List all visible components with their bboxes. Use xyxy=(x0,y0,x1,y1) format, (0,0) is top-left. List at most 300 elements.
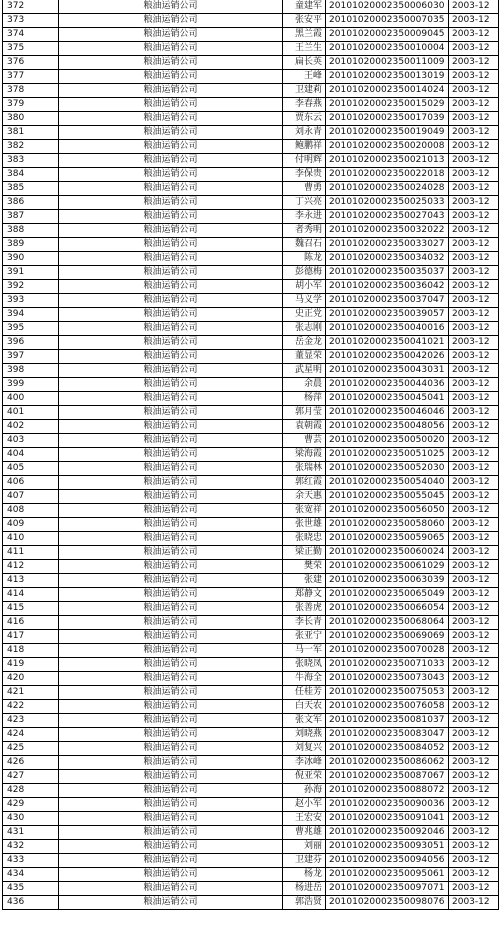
row-number-cell: 376 xyxy=(3,56,59,70)
table-row xyxy=(3,294,499,308)
date-cell: 2003-12 xyxy=(449,812,499,826)
account-number-cell: 20101020002350070028 xyxy=(326,644,449,658)
account-number-cell: 20101020002350061029 xyxy=(326,560,449,574)
person-name-cell: 胡小军 xyxy=(283,280,326,294)
account-number-cell: 20101020002350033027 xyxy=(326,238,449,252)
person-name-cell: 王兰生 xyxy=(283,42,326,56)
person-name-cell: 卫建莉 xyxy=(283,84,326,98)
table-row xyxy=(3,56,499,70)
account-number-cell: 20101020002350046046 xyxy=(326,406,449,420)
person-name-cell: 童建军 xyxy=(283,0,326,14)
account-number-cell: 20101020002350068064 xyxy=(326,616,449,630)
unit-cell: 粮油运销公司 xyxy=(59,84,283,98)
row-number-cell: 389 xyxy=(3,238,59,252)
date-cell: 2003-12 xyxy=(449,98,499,112)
person-name-cell: 张宽祥 xyxy=(283,504,326,518)
person-name-cell: 刘丽 xyxy=(283,840,326,854)
table-row xyxy=(3,490,499,504)
account-number-cell: 20101020002350076058 xyxy=(326,700,449,714)
unit-cell: 粮油运销公司 xyxy=(59,126,283,140)
table-row xyxy=(3,742,499,756)
person-name-cell: 卫建芬 xyxy=(283,854,326,868)
account-number-cell: 20101020002350055045 xyxy=(326,490,449,504)
table-row xyxy=(3,434,499,448)
unit-cell: 粮油运销公司 xyxy=(59,658,283,672)
account-number-cell: 20101020002350069069 xyxy=(326,630,449,644)
unit-cell: 粮油运销公司 xyxy=(59,574,283,588)
person-name-cell: 郭月莹 xyxy=(283,406,326,420)
person-name-cell: 魏召石 xyxy=(283,238,326,252)
unit-cell: 粮油运销公司 xyxy=(59,504,283,518)
date-cell: 2003-12 xyxy=(449,616,499,630)
row-number-cell: 381 xyxy=(3,126,59,140)
account-number-cell: 20101020002350075053 xyxy=(326,686,449,700)
date-cell: 2003-12 xyxy=(449,518,499,532)
account-number-cell: 20101020002350059065 xyxy=(326,532,449,546)
date-cell: 2003-12 xyxy=(449,742,499,756)
unit-cell: 粮油运销公司 xyxy=(59,308,283,322)
table-row xyxy=(3,560,499,574)
table-row xyxy=(3,770,499,784)
date-cell: 2003-12 xyxy=(449,644,499,658)
account-number-cell: 20101020002350083047 xyxy=(326,728,449,742)
person-name-cell: 鲍鹏祥 xyxy=(283,140,326,154)
table-row xyxy=(3,252,499,266)
date-cell: 2003-12 xyxy=(449,140,499,154)
row-number-cell: 426 xyxy=(3,756,59,770)
unit-cell: 粮油运销公司 xyxy=(59,28,283,42)
date-cell: 2003-12 xyxy=(449,420,499,434)
unit-cell: 粮油运销公司 xyxy=(59,532,283,546)
date-cell: 2003-12 xyxy=(449,308,499,322)
person-name-cell: 赵小军 xyxy=(283,798,326,812)
row-number-cell: 436 xyxy=(3,896,59,910)
date-cell: 2003-12 xyxy=(449,0,499,14)
account-number-cell: 20101020002350054040 xyxy=(326,476,449,490)
person-name-cell: 马一军 xyxy=(283,644,326,658)
person-name-cell: 曹勇 xyxy=(283,182,326,196)
person-name-cell: 李长青 xyxy=(283,616,326,630)
date-cell: 2003-12 xyxy=(449,770,499,784)
person-name-cell: 曹芸 xyxy=(283,434,326,448)
date-cell: 2003-12 xyxy=(449,672,499,686)
table-row xyxy=(3,126,499,140)
row-number-cell: 400 xyxy=(3,392,59,406)
unit-cell: 粮油运销公司 xyxy=(59,630,283,644)
unit-cell: 粮油运销公司 xyxy=(59,434,283,448)
row-number-cell: 429 xyxy=(3,798,59,812)
account-number-cell: 20101020002350027043 xyxy=(326,210,449,224)
row-number-cell: 411 xyxy=(3,546,59,560)
unit-cell: 粮油运销公司 xyxy=(59,182,283,196)
unit-cell: 粮油运销公司 xyxy=(59,280,283,294)
row-number-cell: 372 xyxy=(3,0,59,14)
row-number-cell: 409 xyxy=(3,518,59,532)
table-row xyxy=(3,546,499,560)
person-name-cell: 梁海霞 xyxy=(283,448,326,462)
unit-cell: 粮油运销公司 xyxy=(59,448,283,462)
account-number-cell: 20101020002350036042 xyxy=(326,280,449,294)
table-row xyxy=(3,84,499,98)
date-cell: 2003-12 xyxy=(449,798,499,812)
table-row xyxy=(3,532,499,546)
row-number-cell: 410 xyxy=(3,532,59,546)
unit-cell: 粮油运销公司 xyxy=(59,868,283,882)
table-row xyxy=(3,784,499,798)
account-number-cell: 20101020002350050020 xyxy=(326,434,449,448)
person-name-cell: 郑静文 xyxy=(283,588,326,602)
row-number-cell: 418 xyxy=(3,644,59,658)
account-number-cell: 20101020002350066054 xyxy=(326,602,449,616)
date-cell: 2003-12 xyxy=(449,70,499,84)
person-name-cell: 张安平 xyxy=(283,14,326,28)
table-row xyxy=(3,896,499,910)
table-row xyxy=(3,504,499,518)
unit-cell: 粮油运销公司 xyxy=(59,784,283,798)
unit-cell: 粮油运销公司 xyxy=(59,812,283,826)
account-number-cell: 20101020002350025033 xyxy=(326,196,449,210)
date-cell: 2003-12 xyxy=(449,602,499,616)
row-number-cell: 407 xyxy=(3,490,59,504)
date-cell: 2003-12 xyxy=(449,168,499,182)
table-row xyxy=(3,70,499,84)
account-number-cell: 20101020002350034032 xyxy=(326,252,449,266)
unit-cell: 粮油运销公司 xyxy=(59,644,283,658)
date-cell: 2003-12 xyxy=(449,546,499,560)
row-number-cell: 428 xyxy=(3,784,59,798)
table-row xyxy=(3,238,499,252)
date-cell: 2003-12 xyxy=(449,868,499,882)
account-number-cell: 20101020002350019049 xyxy=(326,126,449,140)
date-cell: 2003-12 xyxy=(449,182,499,196)
person-name-cell: 任桂芳 xyxy=(283,686,326,700)
date-cell: 2003-12 xyxy=(449,14,499,28)
unit-cell: 粮油运销公司 xyxy=(59,168,283,182)
date-cell: 2003-12 xyxy=(449,154,499,168)
date-cell: 2003-12 xyxy=(449,378,499,392)
account-number-cell: 20101020002350007035 xyxy=(326,14,449,28)
row-number-cell: 378 xyxy=(3,84,59,98)
unit-cell: 粮油运销公司 xyxy=(59,364,283,378)
row-number-cell: 388 xyxy=(3,224,59,238)
account-number-cell: 20101020002350093051 xyxy=(326,840,449,854)
date-cell: 2003-12 xyxy=(449,462,499,476)
date-cell: 2003-12 xyxy=(449,532,499,546)
person-name-cell: 贾东云 xyxy=(283,112,326,126)
account-number-cell: 20101020002350042026 xyxy=(326,350,449,364)
table-row xyxy=(3,28,499,42)
row-number-cell: 431 xyxy=(3,826,59,840)
person-name-cell: 张文军 xyxy=(283,714,326,728)
row-number-cell: 386 xyxy=(3,196,59,210)
table-row xyxy=(3,168,499,182)
unit-cell: 粮油运销公司 xyxy=(59,238,283,252)
person-name-cell: 董显荣 xyxy=(283,350,326,364)
unit-cell: 粮油运销公司 xyxy=(59,294,283,308)
person-name-cell: 牛海全 xyxy=(283,672,326,686)
row-number-cell: 422 xyxy=(3,700,59,714)
account-number-cell: 20101020002350087067 xyxy=(326,770,449,784)
row-number-cell: 393 xyxy=(3,294,59,308)
table-row xyxy=(3,840,499,854)
row-number-cell: 413 xyxy=(3,574,59,588)
table-row xyxy=(3,476,499,490)
unit-cell: 粮油运销公司 xyxy=(59,98,283,112)
account-number-cell: 20101020002350098076 xyxy=(326,896,449,910)
person-name-cell: 杨进岳 xyxy=(283,882,326,896)
unit-cell: 粮油运销公司 xyxy=(59,686,283,700)
account-number-cell: 20101020002350006030 xyxy=(326,0,449,14)
person-name-cell: 刘复兴 xyxy=(283,742,326,756)
row-number-cell: 412 xyxy=(3,560,59,574)
account-number-cell: 20101020002350017039 xyxy=(326,112,449,126)
date-cell: 2003-12 xyxy=(449,196,499,210)
row-number-cell: 423 xyxy=(3,714,59,728)
person-name-cell: 岳金龙 xyxy=(283,336,326,350)
date-cell: 2003-12 xyxy=(449,84,499,98)
person-name-cell: 余晨 xyxy=(283,378,326,392)
row-number-cell: 415 xyxy=(3,602,59,616)
table-row xyxy=(3,140,499,154)
table-row xyxy=(3,182,499,196)
table-row xyxy=(3,714,499,728)
unit-cell: 粮油运销公司 xyxy=(59,322,283,336)
date-cell: 2003-12 xyxy=(449,574,499,588)
person-name-cell: 孙海 xyxy=(283,784,326,798)
row-number-cell: 402 xyxy=(3,420,59,434)
row-number-cell: 377 xyxy=(3,70,59,84)
table-row xyxy=(3,196,499,210)
account-number-cell: 20101020002350097071 xyxy=(326,882,449,896)
table-row xyxy=(3,308,499,322)
unit-cell: 粮油运销公司 xyxy=(59,728,283,742)
row-number-cell: 408 xyxy=(3,504,59,518)
row-number-cell: 397 xyxy=(3,350,59,364)
date-cell: 2003-12 xyxy=(449,700,499,714)
row-number-cell: 420 xyxy=(3,672,59,686)
date-cell: 2003-12 xyxy=(449,840,499,854)
table-row xyxy=(3,420,499,434)
date-cell: 2003-12 xyxy=(449,280,499,294)
unit-cell: 粮油运销公司 xyxy=(59,882,283,896)
account-number-cell: 20101020002350084052 xyxy=(326,742,449,756)
account-number-cell: 20101020002350035037 xyxy=(326,266,449,280)
person-name-cell: 刘永青 xyxy=(283,126,326,140)
table-row xyxy=(3,112,499,126)
table-row xyxy=(3,350,499,364)
table-row xyxy=(3,756,499,770)
table-row xyxy=(3,378,499,392)
data-table xyxy=(2,0,499,910)
unit-cell: 粮油运销公司 xyxy=(59,714,283,728)
date-cell: 2003-12 xyxy=(449,266,499,280)
table-row xyxy=(3,882,499,896)
unit-cell: 粮油运销公司 xyxy=(59,140,283,154)
table-body xyxy=(3,0,499,910)
row-number-cell: 394 xyxy=(3,308,59,322)
unit-cell: 粮油运销公司 xyxy=(59,252,283,266)
unit-cell: 粮油运销公司 xyxy=(59,70,283,84)
table-row xyxy=(3,42,499,56)
row-number-cell: 398 xyxy=(3,364,59,378)
row-number-cell: 385 xyxy=(3,182,59,196)
row-number-cell: 379 xyxy=(3,98,59,112)
account-number-cell: 20101020002350015029 xyxy=(326,98,449,112)
date-cell: 2003-12 xyxy=(449,112,499,126)
date-cell: 2003-12 xyxy=(449,896,499,910)
unit-cell: 粮油运销公司 xyxy=(59,798,283,812)
table-row xyxy=(3,266,499,280)
date-cell: 2003-12 xyxy=(449,448,499,462)
account-number-cell: 20101020002350092046 xyxy=(326,826,449,840)
unit-cell: 粮油运销公司 xyxy=(59,616,283,630)
date-cell: 2003-12 xyxy=(449,560,499,574)
person-name-cell: 郭浩贤 xyxy=(283,896,326,910)
account-number-cell: 20101020002350081037 xyxy=(326,714,449,728)
person-name-cell: 王峰 xyxy=(283,70,326,84)
unit-cell: 粮油运销公司 xyxy=(59,56,283,70)
account-number-cell: 20101020002350011009 xyxy=(326,56,449,70)
unit-cell: 粮油运销公司 xyxy=(59,420,283,434)
unit-cell: 粮油运销公司 xyxy=(59,476,283,490)
unit-cell: 粮油运销公司 xyxy=(59,462,283,476)
date-cell: 2003-12 xyxy=(449,406,499,420)
table-row xyxy=(3,616,499,630)
table-row xyxy=(3,644,499,658)
table-row xyxy=(3,392,499,406)
unit-cell: 粮油运销公司 xyxy=(59,770,283,784)
person-name-cell: 黑兰霞 xyxy=(283,28,326,42)
unit-cell: 粮油运销公司 xyxy=(59,518,283,532)
table-row xyxy=(3,588,499,602)
table-row xyxy=(3,462,499,476)
person-name-cell: 马义学 xyxy=(283,294,326,308)
person-name-cell: 张瑞林 xyxy=(283,462,326,476)
unit-cell: 粮油运销公司 xyxy=(59,14,283,28)
row-number-cell: 421 xyxy=(3,686,59,700)
account-number-cell: 20101020002350039057 xyxy=(326,308,449,322)
date-cell: 2003-12 xyxy=(449,630,499,644)
unit-cell: 粮油运销公司 xyxy=(59,840,283,854)
date-cell: 2003-12 xyxy=(449,392,499,406)
account-number-cell: 20101020002350051025 xyxy=(326,448,449,462)
date-cell: 2003-12 xyxy=(449,784,499,798)
unit-cell: 粮油运销公司 xyxy=(59,112,283,126)
table-row xyxy=(3,448,499,462)
table-row xyxy=(3,280,499,294)
row-number-cell: 399 xyxy=(3,378,59,392)
account-number-cell: 20101020002350071033 xyxy=(326,658,449,672)
date-cell: 2003-12 xyxy=(449,224,499,238)
person-name-cell: 付明辉 xyxy=(283,154,326,168)
person-name-cell: 杨萍 xyxy=(283,392,326,406)
row-number-cell: 432 xyxy=(3,840,59,854)
table-row xyxy=(3,406,499,420)
date-cell: 2003-12 xyxy=(449,322,499,336)
unit-cell: 粮油运销公司 xyxy=(59,196,283,210)
account-number-cell: 20101020002350014024 xyxy=(326,84,449,98)
account-number-cell: 20101020002350037047 xyxy=(326,294,449,308)
date-cell: 2003-12 xyxy=(449,588,499,602)
account-number-cell: 20101020002350009045 xyxy=(326,28,449,42)
row-number-cell: 392 xyxy=(3,280,59,294)
unit-cell: 粮油运销公司 xyxy=(59,266,283,280)
row-number-cell: 430 xyxy=(3,812,59,826)
person-name-cell: 刘晓燕 xyxy=(283,728,326,742)
unit-cell: 粮油运销公司 xyxy=(59,854,283,868)
person-name-cell: 张晓忠 xyxy=(283,532,326,546)
account-number-cell: 20101020002350094056 xyxy=(326,854,449,868)
person-name-cell: 李永进 xyxy=(283,210,326,224)
date-cell: 2003-12 xyxy=(449,364,499,378)
table-row xyxy=(3,518,499,532)
date-cell: 2003-12 xyxy=(449,42,499,56)
person-name-cell: 王宏安 xyxy=(283,812,326,826)
date-cell: 2003-12 xyxy=(449,882,499,896)
unit-cell: 粮油运销公司 xyxy=(59,742,283,756)
row-number-cell: 390 xyxy=(3,252,59,266)
table-row xyxy=(3,826,499,840)
account-number-cell: 20101020002350060024 xyxy=(326,546,449,560)
date-cell: 2003-12 xyxy=(449,826,499,840)
row-number-cell: 416 xyxy=(3,616,59,630)
account-number-cell: 20101020002350073043 xyxy=(326,672,449,686)
person-name-cell: 曹兆雄 xyxy=(283,826,326,840)
person-name-cell: 李保贵 xyxy=(283,168,326,182)
unit-cell: 粮油运销公司 xyxy=(59,826,283,840)
account-number-cell: 20101020002350040016 xyxy=(326,322,449,336)
person-name-cell: 李冰峰 xyxy=(283,756,326,770)
person-name-cell: 樊荣 xyxy=(283,560,326,574)
unit-cell: 粮油运销公司 xyxy=(59,154,283,168)
date-cell: 2003-12 xyxy=(449,728,499,742)
account-number-cell: 20101020002350065049 xyxy=(326,588,449,602)
person-name-cell: 倪亚荣 xyxy=(283,770,326,784)
unit-cell: 粮油运销公司 xyxy=(59,210,283,224)
unit-cell: 粮油运销公司 xyxy=(59,392,283,406)
account-number-cell: 20101020002350043031 xyxy=(326,364,449,378)
person-name-cell: 张晓凤 xyxy=(283,658,326,672)
account-number-cell: 20101020002350095061 xyxy=(326,868,449,882)
table-row xyxy=(3,210,499,224)
person-name-cell: 丁兴亮 xyxy=(283,196,326,210)
row-number-cell: 403 xyxy=(3,434,59,448)
account-number-cell: 20101020002350045041 xyxy=(326,392,449,406)
date-cell: 2003-12 xyxy=(449,490,499,504)
unit-cell: 粮油运销公司 xyxy=(59,756,283,770)
row-number-cell: 425 xyxy=(3,742,59,756)
table-row xyxy=(3,686,499,700)
person-name-cell: 张亚宁 xyxy=(283,630,326,644)
unit-cell: 粮油运销公司 xyxy=(59,490,283,504)
account-number-cell: 20101020002350010004 xyxy=(326,42,449,56)
row-number-cell: 395 xyxy=(3,322,59,336)
date-cell: 2003-12 xyxy=(449,714,499,728)
account-number-cell: 20101020002350020008 xyxy=(326,140,449,154)
date-cell: 2003-12 xyxy=(449,294,499,308)
person-name-cell: 彭德梅 xyxy=(283,266,326,280)
unit-cell: 粮油运销公司 xyxy=(59,42,283,56)
table-row xyxy=(3,602,499,616)
unit-cell: 粮油运销公司 xyxy=(59,602,283,616)
unit-cell: 粮油运销公司 xyxy=(59,350,283,364)
person-name-cell: 杨龙 xyxy=(283,868,326,882)
person-name-cell: 者秀明 xyxy=(283,224,326,238)
unit-cell: 粮油运销公司 xyxy=(59,406,283,420)
table-row xyxy=(3,336,499,350)
account-number-cell: 20101020002350063039 xyxy=(326,574,449,588)
account-number-cell: 20101020002350041021 xyxy=(326,336,449,350)
